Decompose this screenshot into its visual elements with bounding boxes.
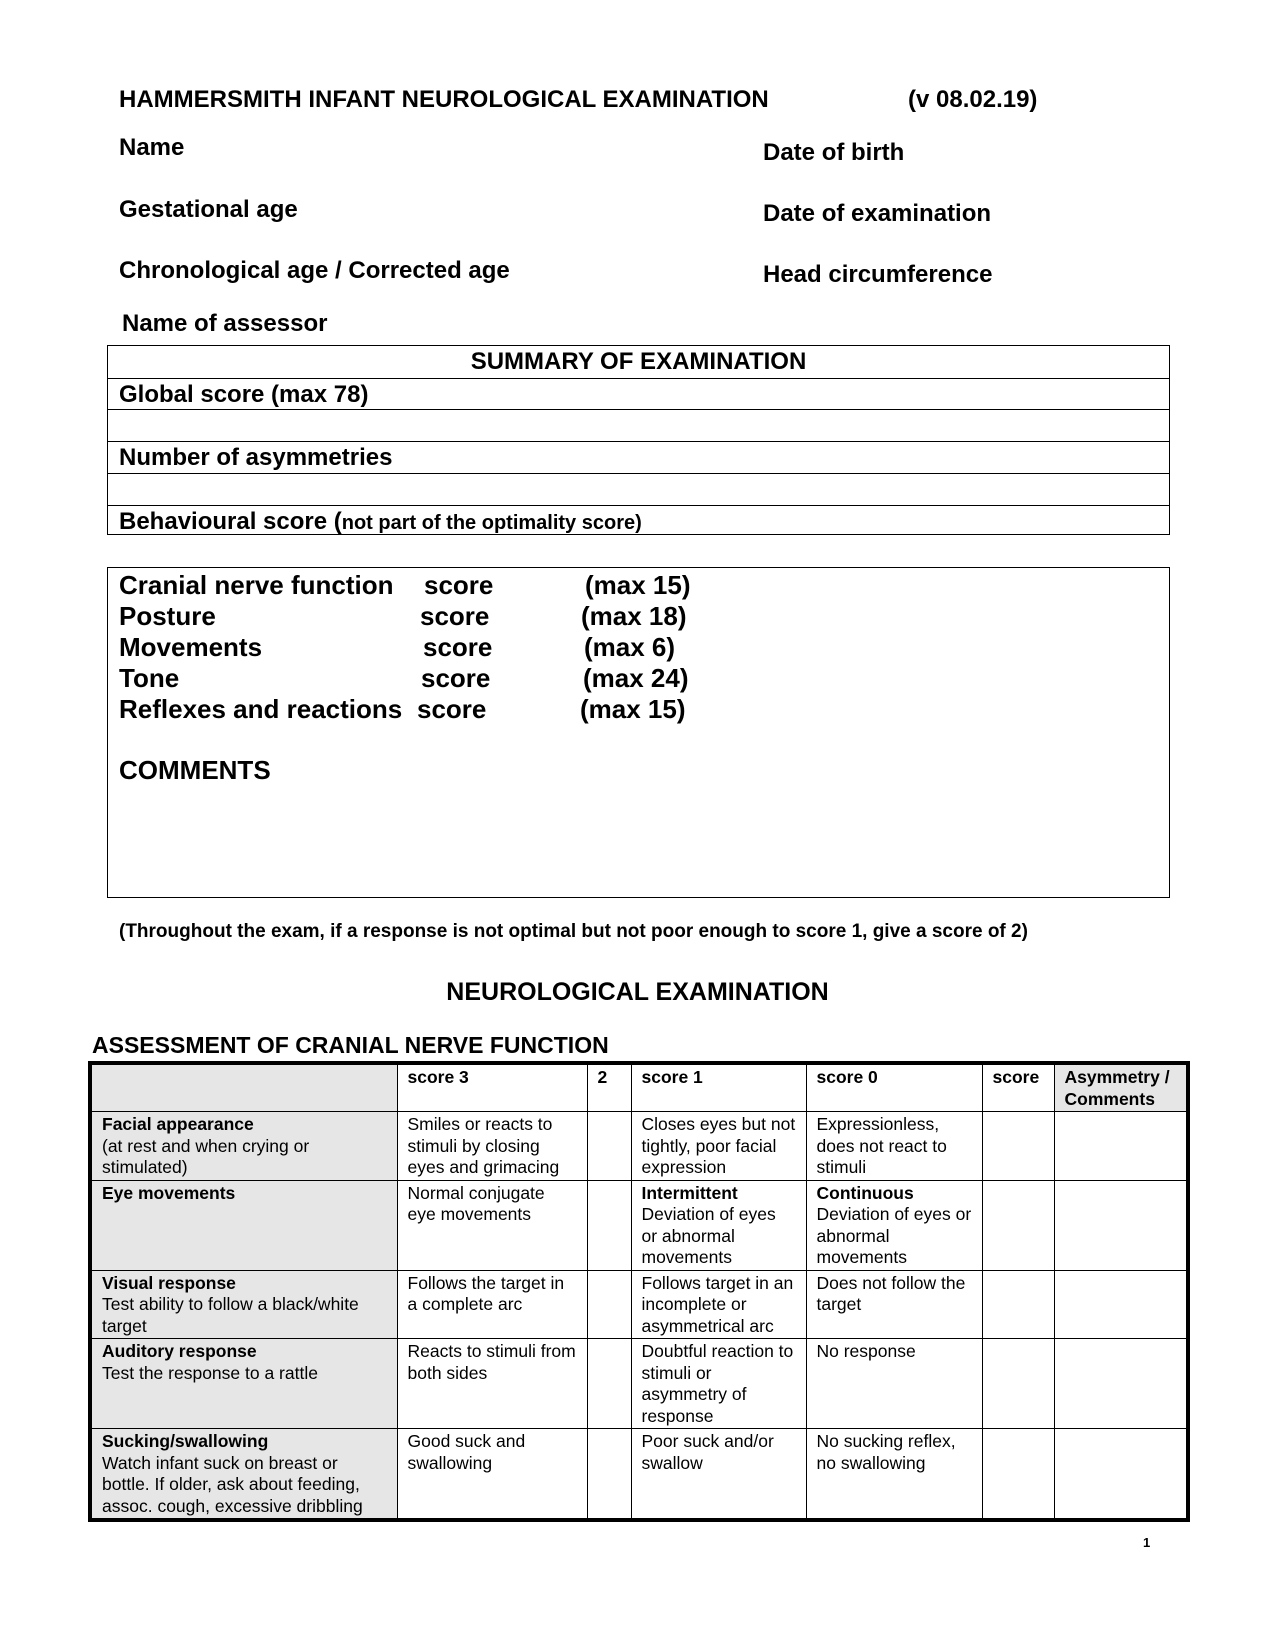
date-of-birth-field-label: Date of birth — [763, 139, 905, 166]
domain-score-max: (max 18) — [581, 601, 687, 631]
comments-label: COMMENTS — [119, 755, 271, 785]
score-entry-cell[interactable] — [982, 1112, 1054, 1181]
score-1-cell: Doubtful reaction to stimuli or asymmetry of response — [631, 1339, 806, 1429]
score-1-emphasis: Intermittent — [641, 1182, 738, 1203]
asymmetries-label: Number of asymmetries — [119, 444, 393, 471]
asymmetry-comments-cell[interactable] — [1054, 1339, 1188, 1429]
item-name: Sucking/swallowing — [102, 1431, 269, 1451]
header-asymmetry-comments: Asymmetry / Comments — [1054, 1063, 1188, 1112]
global-score-row — [108, 379, 1169, 410]
domain-score-max: (max 15) — [580, 694, 686, 724]
document-version: (v 08.02.19) — [908, 86, 1038, 113]
header-score-0: score 0 — [806, 1063, 982, 1112]
score-entry-cell[interactable] — [982, 1339, 1054, 1429]
domain-score-label: score — [424, 570, 494, 600]
score-entry-cell[interactable] — [982, 1270, 1054, 1339]
global-score-label: Global score (max 78) — [119, 381, 369, 408]
asymmetry-comments-cell[interactable] — [1054, 1112, 1188, 1181]
score-3-cell: Good suck and swallowing — [397, 1429, 587, 1521]
behavioural-score-note: not part of the optimality score) — [341, 512, 642, 534]
table-header-row — [90, 1063, 1188, 1112]
domain-score-name: Cranial nerve function — [119, 570, 394, 600]
summary-heading: SUMMARY OF EXAMINATION — [470, 348, 807, 375]
asymmetries-row — [108, 442, 1169, 474]
item-description: (at rest and when crying or stimulated) — [102, 1135, 310, 1177]
item-name: Facial appearance — [102, 1114, 254, 1134]
domain-score-label: score — [421, 663, 491, 693]
item-cell — [90, 1112, 397, 1181]
behavioural-score-main: Behavioural score ( — [119, 508, 342, 535]
item-cell — [90, 1429, 397, 1521]
item-description: Test ability to follow a black/white target — [102, 1294, 359, 1336]
comments-entry-area[interactable] — [119, 790, 1149, 890]
score-1-cell: Poor suck and/or swallow — [631, 1429, 806, 1521]
item-name: Auditory response — [102, 1341, 257, 1361]
score-entry-cell[interactable] — [982, 1180, 1054, 1270]
score-1-cell: Follows target in an incomplete or asymmetrical arc — [631, 1270, 806, 1339]
score-0-cell — [806, 1180, 982, 1270]
domain-score-name: Posture — [119, 601, 216, 631]
document-title: HAMMERSMITH INFANT NEUROLOGICAL EXAMINATION — [119, 86, 769, 113]
item-name: Eye movements — [102, 1182, 236, 1203]
date-of-examination-field-label: Date of examination — [763, 200, 992, 227]
summary-heading-row — [108, 346, 1169, 379]
score-3-cell: Normal conjugate eye movements — [397, 1180, 587, 1270]
score-1-cell: Closes eyes but not tightly, poor facial expression — [631, 1112, 806, 1181]
score-2-cell[interactable] — [587, 1112, 631, 1181]
domain-score-label: score — [420, 601, 490, 631]
asymmetry-comments-cell[interactable] — [1054, 1429, 1188, 1521]
score-entry-cell[interactable] — [982, 1429, 1054, 1521]
domain-score-label: score — [417, 694, 487, 724]
asymmetries-entry-row[interactable] — [108, 474, 1169, 506]
score-0-text: Deviation of eyes or abnormal movements — [816, 1204, 972, 1267]
header-score-1: score 1 — [631, 1063, 806, 1112]
table-row-eye-movements — [90, 1180, 1188, 1270]
page-number: 1 — [1143, 1535, 1151, 1550]
header-score: score — [982, 1063, 1054, 1112]
domain-score-name: Movements — [119, 632, 263, 662]
header-score-3: score 3 — [397, 1063, 587, 1112]
header-item — [90, 1063, 397, 1112]
assessor-field-label: Name of assessor — [122, 310, 328, 337]
table-row-visual-response — [90, 1270, 1188, 1339]
score-2-cell[interactable] — [587, 1339, 631, 1429]
domain-score-name: Reflexes and reactions — [119, 694, 403, 724]
domain-score-max: (max 15) — [585, 570, 691, 600]
score-3-cell: Smiles or reacts to stimuli by closing eyes and grimacing — [397, 1112, 587, 1181]
item-cell — [90, 1180, 397, 1270]
item-name: Visual response — [102, 1272, 236, 1293]
domain-score-label: score — [423, 632, 493, 662]
item-description: Test the response to a rattle — [102, 1362, 318, 1383]
cranial-nerve-section-heading: ASSESSMENT OF CRANIAL NERVE FUNCTION — [92, 1032, 609, 1058]
table-row-auditory-response — [90, 1339, 1188, 1429]
asymmetry-comments-cell[interactable] — [1054, 1270, 1188, 1339]
name-field-label: Name — [119, 134, 185, 161]
score-0-cell: Does not follow the target — [806, 1270, 982, 1339]
head-circumference-field-label: Head circumference — [763, 261, 993, 288]
table-row-facial-appearance — [90, 1112, 1188, 1181]
score-2-cell[interactable] — [587, 1180, 631, 1270]
score-2-cell[interactable] — [587, 1270, 631, 1339]
asymmetry-comments-cell[interactable] — [1054, 1180, 1188, 1270]
score-0-cell: Expressionless, does not react to stimuli — [806, 1112, 982, 1181]
neurological-examination-heading: NEUROLOGICAL EXAMINATION — [446, 978, 829, 1006]
score-0-emphasis: Continuous — [816, 1182, 914, 1203]
item-description: Watch infant suck on breast or bottle. If older, ask about feeding, assoc. cough, excessive dribbling — [102, 1452, 363, 1516]
item-cell — [90, 1339, 397, 1429]
domain-score-max: (max 6) — [584, 632, 676, 662]
domain-score-max: (max 24) — [583, 663, 689, 693]
score-1-text: Deviation of eyes or abnormal movements — [641, 1204, 776, 1267]
score-0-cell: No response — [806, 1339, 982, 1429]
chronological-age-field-label: Chronological age / Corrected age — [119, 257, 510, 284]
score-2-cell[interactable] — [587, 1429, 631, 1521]
table-row-sucking-swallowing — [90, 1429, 1188, 1521]
score-0-cell: No sucking reflex, no swallowing — [806, 1429, 982, 1521]
behavioural-score-row — [108, 506, 1169, 535]
gestational-age-field-label: Gestational age — [119, 196, 298, 223]
domain-score-name: Tone — [119, 663, 180, 693]
cranial-nerve-table — [88, 1061, 1190, 1522]
header-score-2: 2 — [587, 1063, 631, 1112]
score-3-cell: Follows the target in a complete arc — [397, 1270, 587, 1339]
summary-of-examination-box — [107, 345, 1170, 535]
scoring-footnote: (Throughout the exam, if a response is not optimal but not poor enough to score 1, give a score of 2) — [119, 921, 1028, 942]
domain-scores-box — [107, 567, 1170, 898]
global-score-entry-row[interactable] — [108, 410, 1169, 442]
item-cell — [90, 1270, 397, 1339]
score-1-cell — [631, 1180, 806, 1270]
score-3-cell: Reacts to stimuli from both sides — [397, 1339, 587, 1429]
behavioural-score-label — [119, 508, 642, 536]
